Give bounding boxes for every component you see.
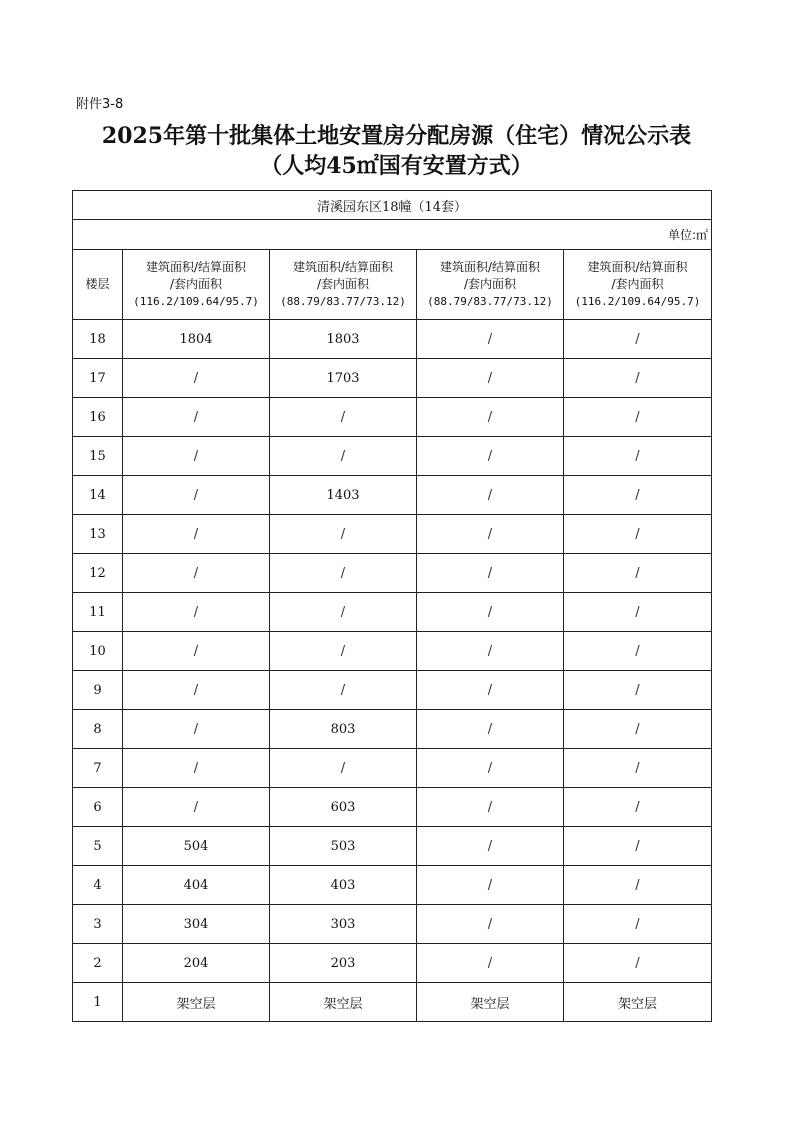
room-cell: /	[417, 905, 564, 944]
document-title: 2025年第十批集体土地安置房分配房源（住宅）情况公示表	[101, 123, 692, 149]
room-cell: /	[564, 632, 712, 671]
table-row	[73, 983, 712, 1022]
room-cell: /	[123, 632, 270, 671]
room-cell: /	[417, 632, 564, 671]
room-cell: /	[123, 749, 270, 788]
room-cell: 403	[270, 866, 417, 905]
floor-number: 2	[73, 944, 123, 983]
table-row	[73, 788, 712, 827]
room-cell: /	[564, 398, 712, 437]
building-name: 清溪园东区18幢（14套）	[73, 191, 712, 220]
table-row	[73, 710, 712, 749]
room-cell: /	[270, 398, 417, 437]
room-cell: /	[564, 515, 712, 554]
floor-number: 12	[73, 554, 123, 593]
floor-number: 18	[73, 320, 123, 359]
room-cell: /	[270, 515, 417, 554]
table-row	[73, 944, 712, 983]
room-cell: /	[123, 671, 270, 710]
room-cell: /	[417, 866, 564, 905]
attachment-label: 附件3-8	[76, 97, 124, 112]
room-cell: /	[417, 710, 564, 749]
room-cell: /	[123, 593, 270, 632]
table-row	[73, 905, 712, 944]
room-cell: /	[270, 437, 417, 476]
room-cell: /	[417, 827, 564, 866]
floor-number: 11	[73, 593, 123, 632]
floor-number: 9	[73, 671, 123, 710]
table-row	[73, 827, 712, 866]
room-cell: 304	[123, 905, 270, 944]
floor-number: 17	[73, 359, 123, 398]
room-cell: /	[417, 515, 564, 554]
room-cell: /	[564, 866, 712, 905]
column-header	[270, 250, 417, 320]
room-cell: 803	[270, 710, 417, 749]
room-cell: 1803	[270, 320, 417, 359]
floor-number: 5	[73, 827, 123, 866]
room-cell: /	[123, 476, 270, 515]
room-cell: 204	[123, 944, 270, 983]
room-cell: /	[123, 788, 270, 827]
room-cell: 架空层	[123, 983, 270, 1022]
room-cell: /	[270, 632, 417, 671]
table-row	[73, 866, 712, 905]
document-subtitle: （人均45㎡国有安置方式）	[260, 153, 533, 179]
column-header-line2: /套内面积	[316, 277, 370, 291]
room-cell: /	[564, 320, 712, 359]
room-cell: /	[417, 944, 564, 983]
floor-number: 6	[73, 788, 123, 827]
room-cell: 架空层	[564, 983, 712, 1022]
room-cell: /	[123, 710, 270, 749]
floor-number: 3	[73, 905, 123, 944]
room-cell: /	[417, 554, 564, 593]
column-header-line2: /套内面积	[463, 277, 517, 291]
room-cell: /	[564, 437, 712, 476]
table-row	[73, 476, 712, 515]
room-cell: /	[564, 788, 712, 827]
room-cell: 1403	[270, 476, 417, 515]
column-header-spec: (116.2/109.64/95.7)	[574, 295, 701, 308]
column-header	[417, 250, 564, 320]
column-header-line2: /套内面积	[611, 277, 664, 291]
housing-allocation-table	[72, 190, 712, 1022]
room-cell: /	[270, 593, 417, 632]
room-cell: /	[123, 359, 270, 398]
room-cell: /	[564, 905, 712, 944]
room-cell: /	[123, 398, 270, 437]
room-cell: /	[123, 437, 270, 476]
floor-number: 4	[73, 866, 123, 905]
column-header	[123, 250, 270, 320]
floor-number: 16	[73, 398, 123, 437]
column-header-line2: /套内面积	[169, 277, 223, 291]
table-row	[73, 320, 712, 359]
room-cell: /	[417, 398, 564, 437]
floor-number: 15	[73, 437, 123, 476]
table-row	[73, 398, 712, 437]
floor-number: 7	[73, 749, 123, 788]
table-row	[73, 437, 712, 476]
column-header-spec: (88.79/83.77/73.12)	[427, 295, 553, 308]
column-header-line1: 建筑面积/结算面积	[439, 260, 541, 274]
room-cell: /	[270, 554, 417, 593]
room-cell: /	[417, 749, 564, 788]
room-cell: /	[564, 671, 712, 710]
room-cell: 503	[270, 827, 417, 866]
table-row	[73, 749, 712, 788]
room-cell: 1703	[270, 359, 417, 398]
unit-label: 单位:㎡	[73, 220, 712, 250]
room-cell: 1804	[123, 320, 270, 359]
room-cell: /	[417, 788, 564, 827]
room-cell: /	[564, 749, 712, 788]
room-cell: /	[564, 554, 712, 593]
column-header-line1: 建筑面积/结算面积	[292, 260, 394, 274]
room-cell: /	[417, 437, 564, 476]
floor-number: 1	[73, 983, 123, 1022]
room-cell: 303	[270, 905, 417, 944]
floor-number: 8	[73, 710, 123, 749]
room-cell: /	[564, 710, 712, 749]
room-cell: 架空层	[270, 983, 417, 1022]
floor-number: 14	[73, 476, 123, 515]
column-header-line1: 建筑面积/结算面积	[145, 260, 247, 274]
room-cell: /	[417, 476, 564, 515]
room-cell: /	[270, 671, 417, 710]
room-cell: 504	[123, 827, 270, 866]
table-row	[73, 671, 712, 710]
room-cell: /	[564, 944, 712, 983]
room-cell: /	[123, 554, 270, 593]
room-cell: /	[564, 827, 712, 866]
unit-row	[73, 220, 712, 250]
table-row	[73, 515, 712, 554]
table-row	[73, 593, 712, 632]
table-row	[73, 632, 712, 671]
room-cell: /	[564, 593, 712, 632]
room-cell: /	[564, 476, 712, 515]
table-row	[73, 554, 712, 593]
building-row	[73, 191, 712, 220]
floor-number: 10	[73, 632, 123, 671]
room-cell: 404	[123, 866, 270, 905]
column-header	[564, 250, 712, 320]
room-cell: /	[564, 359, 712, 398]
room-cell: /	[417, 671, 564, 710]
room-cell: /	[417, 359, 564, 398]
room-cell: 架空层	[417, 983, 564, 1022]
column-header-spec: (88.79/83.77/73.12)	[280, 295, 406, 308]
room-cell: 203	[270, 944, 417, 983]
table-row	[73, 359, 712, 398]
room-cell: /	[417, 320, 564, 359]
floor-number: 13	[73, 515, 123, 554]
room-cell: /	[123, 515, 270, 554]
room-cell: /	[417, 593, 564, 632]
column-header-spec: (116.2/109.64/95.7)	[133, 295, 259, 308]
column-header-line1: 建筑面积/结算面积	[587, 260, 688, 274]
room-cell: /	[270, 749, 417, 788]
room-cell: 603	[270, 788, 417, 827]
floor-header: 楼层	[73, 250, 123, 320]
column-header-row	[73, 250, 712, 320]
